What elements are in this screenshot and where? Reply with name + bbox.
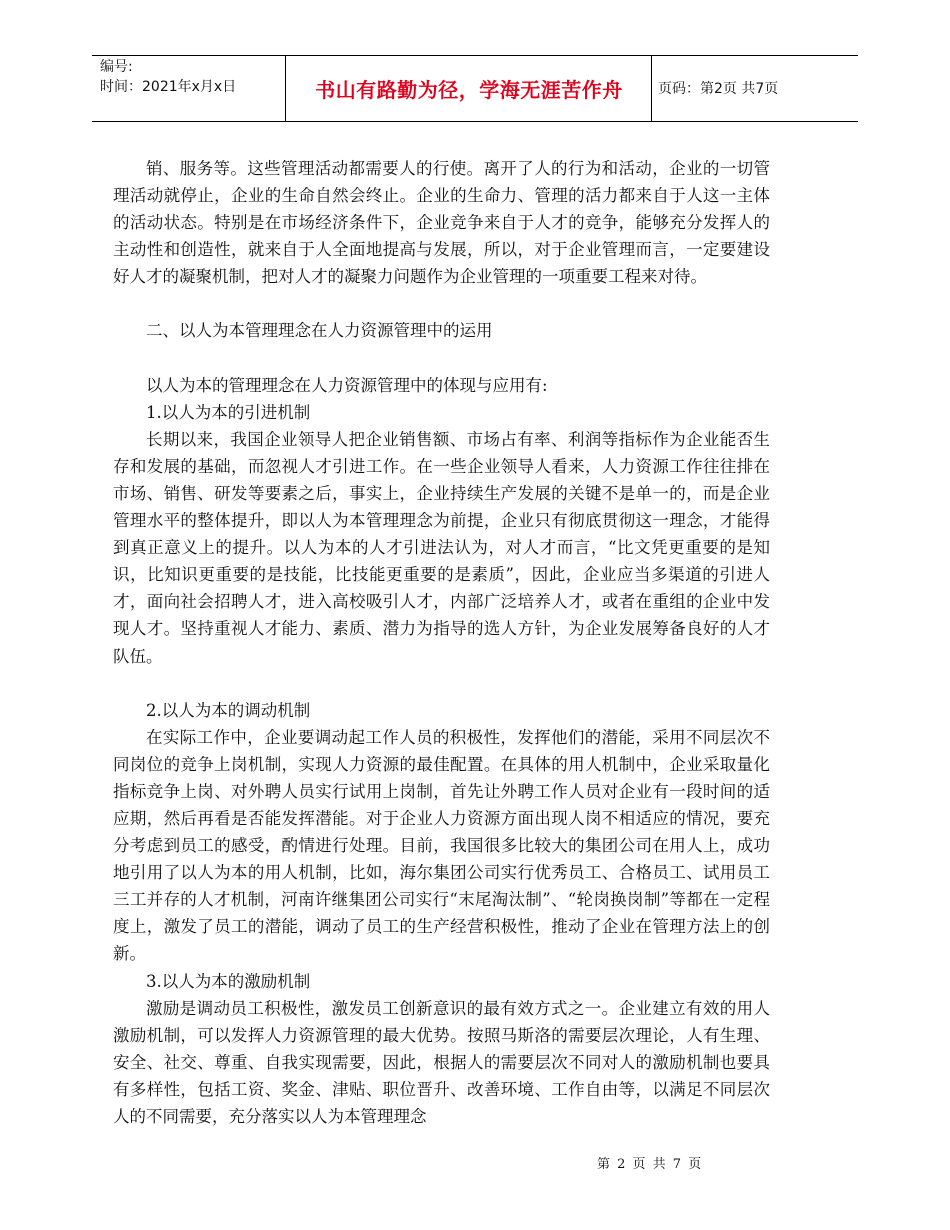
header-top-rule bbox=[92, 55, 858, 56]
page-footer: 第 2 页 共 7 页 bbox=[597, 1157, 702, 1172]
intro-paragraph: 以人为本的管理理念在人力资源管理中的体现与应用有: bbox=[146, 375, 548, 395]
header-info bbox=[100, 57, 285, 97]
header-motto: 书山有路勤为径，学海无涯苦作舟 bbox=[315, 78, 623, 102]
subheading-mobilization-mechanism: 2.以人为本的调动机制 bbox=[146, 700, 311, 720]
paragraph-mobilization-mechanism: 在实际工作中，企业要调动起工作人员的积极性，发挥他们的潜能，采用不同层次不同岗位的竞争上岗机制，实现人力资源的最佳配置。在具体的用人机制中，企业采取量化指标竞争上岗、对外聘人员实行试用上岗制，首先让外聘工作人员对企业有一段时间的适应期，然后再看是否能发挥潜能。对于企业人力资源方面出现人岗不相适应的情况，要充分考虑到员工的感受，酌情进行处理。目前，我国很多比较大的集团公司在用人上，成功地引用了以人为本的用人机制，比如，海尔集团公司实行优秀员工、合格员工、试用员工三工并存的人才机制，河南许继集团公司实行“末尾淘汰制”、“轮岗换岗制”等都在一定程度上，激发了员工的潜能，调动了员工的生产经营积极性，推动了企业在管理方法上的创新。 bbox=[113, 727, 770, 964]
subheading-introduction-mechanism: 1.以人为本的引进机制 bbox=[146, 402, 311, 422]
time-label: 时间：2021年x月x日 bbox=[100, 79, 237, 95]
subheading-incentive-mechanism: 3.以人为本的激励机制 bbox=[146, 971, 311, 991]
header-bottom-rule bbox=[92, 121, 858, 122]
header-divider-right bbox=[651, 56, 652, 121]
paragraph-introduction-mechanism: 长期以来，我国企业领导人把企业销售额、市场占有率、利润等指标作为企业能否生存和发展的基础，而忽视人才引进工作。在一些企业领导人看来，人力资源工作往往排在市场、销售、研发等要素之后，事实上，企业持续生产发展的关键不是单一的，而是企业管理水平的整体提升，即以人为本管理理念为前提，企业只有彻底贯彻这一理念，才能得到真正意义上的提升。以人为本的人才引进法认为，对人才而言，“比文凭更重要的是知识，比知识更重要的是技能，比技能更重要的是素质”，因此，企业应当多渠道的引进人才，面向社会招聘人才，进入高校吸引人才，内部广泛培养人才，或者在重组的企业中发现人才。坚持重视人才能力、素质、潜力为指导的选人方针，为企业发展筹备良好的人才队伍。 bbox=[113, 429, 770, 666]
section-heading: 二、以人为本管理理念在人力资源管理中的运用 bbox=[146, 321, 493, 341]
paragraph-continuation: 销、服务等。这些管理活动都需要人的行使。离开了人的行为和活动，企业的一切管理活动就停止，企业的生命自然会终止。企业的生命力、管理的活力都来自于人这一主体的活动状态。特别是在市场经济条件下，企业竞争来自于人才的竞争，能够充分发挥人的主动性和创造性，就来自于人全面地提高与发展，所以，对于企业管理而言，一定要建设好人才的凝聚机制，把对人才的凝聚力问题作为企业管理的一项重要工程来对待。 bbox=[113, 159, 770, 287]
header-page-label: 页码：第2页 共7页 bbox=[658, 81, 779, 97]
header-divider-left bbox=[285, 56, 286, 121]
document-body bbox=[113, 155, 770, 1130]
number-label: 编号: bbox=[100, 59, 133, 75]
paragraph-incentive-mechanism: 激励是调动员工积极性，激发员工创新意识的最有效方式之一。企业建立有效的用人激励机制，可以发挥人力资源管理的最大优势。按照马斯洛的需要层次理论，人有生理、安全、社交、尊重、自我实现需要，因此，根据人的需要层次不同对人的激励机制也要具有多样性，包括工资、奖金、津贴、职位晋升、改善环境、工作自由等，以满足不同层次人的不同需要，充分落实以人为本管理理念 bbox=[113, 998, 770, 1126]
